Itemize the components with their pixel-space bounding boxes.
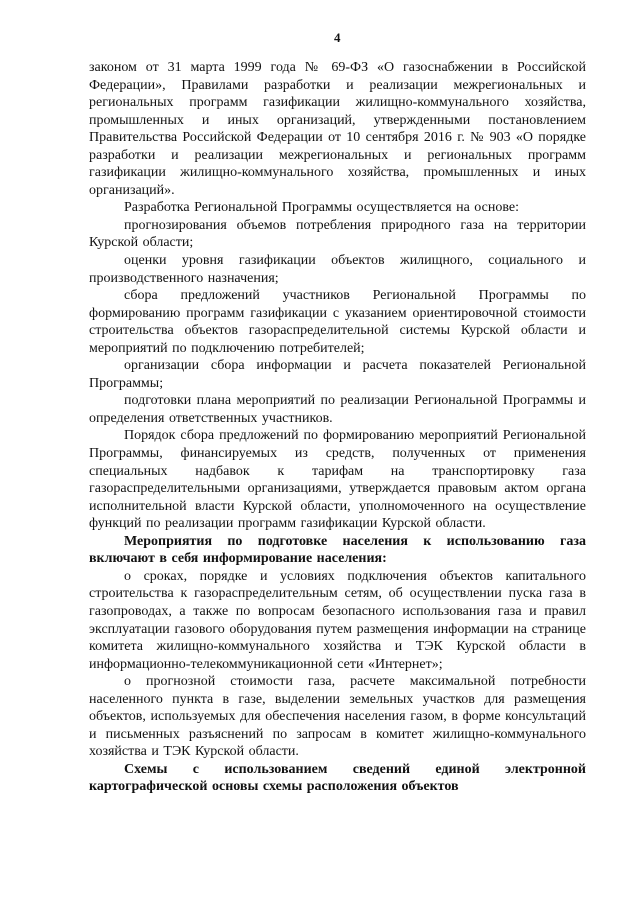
paragraph-basis-forecasting: прогнозирования объемов потребления природного газа на территории Курской области; [89, 217, 586, 251]
page-number: 4 [334, 30, 341, 45]
paragraph-law-reference: законом от 31 марта 1999 года № 69-ФЗ «О газоснабжении в Российской Федерации», Правилами разработки и реализации межрегиональных и региональных программ газификации жилищно-коммунального хозяйства, промышленных и иных организаций, утвержденными постановлением Правительства Российской Федерации от 10 сентября 2016 г. № 903 «О порядке разработки и реализации межрегиональных и региональных программ газификации жилищно-коммунального хозяйства, промышленных и иных организаций». [89, 60, 586, 198]
paragraph-basis-assessment: оценки уровня газификации объектов жилищного, социального и производственного назначения; [89, 253, 586, 286]
paragraph-heading-population-measures: Мероприятия по подготовке населения к использованию газа включают в себя информирование населения: [89, 533, 586, 567]
document-body [89, 59, 586, 796]
paragraph-heading-schemes: Схемы с использованием сведений единой электронной картографической основы схемы расположения объектов [89, 761, 586, 795]
paragraph-basis-information: организации сбора информации и расчета показателей Региональной Программы; [89, 358, 586, 391]
paragraph-info-connection-terms: о сроках, порядке и условиях подключения объектов капитального строительства к газораспределительным сетям, об осуществлении пуска газа в газопроводах, а также по вопросам безопасного использования газа и правил эксплуатации газового оборудования путем размещения информации на странице комитета жилищно-коммунального хозяйства и ТЭК Курской области в информационно-телекоммуникационной сети «Интернет»; [89, 568, 586, 672]
paragraph-proposals-procedure: Порядок сбора предложений по формированию мероприятий Региональной Программы, финансируемых из средств, полученных от применения специальных надбавок к тарифам на транспортировку газа газораспределительными организациями, утверждается правовым актом органа исполнительной власти Курской области, уполномоченного на осуществление функций по реализации программ газификации Курской области. [89, 428, 586, 532]
paragraph-info-gas-cost: о прогнозной стоимости газа, расчете максимальной потребности населенного пункта в газе, выделении земельных участков для размещения объектов, используемых для обеспечения населения газом, в форме консультаций и письменных разъяснений по запросам в комитет жилищно-коммунального хозяйства и ТЭК Курской области. [89, 674, 586, 760]
paragraph-basis-plan: подготовки плана мероприятий по реализации Региональной Программы и определения ответственных участников. [89, 393, 586, 426]
paragraph-program-basis-intro: Разработка Региональной Программы осуществляется на основе: [124, 200, 519, 216]
paragraph-basis-proposals: сбора предложений участников Региональной Программы по формированию программ газификации с указанием ориентировочной стоимости строительства объектов газораспределительной системы Курской области и мероприятий по подключению потребителей; [89, 288, 586, 356]
